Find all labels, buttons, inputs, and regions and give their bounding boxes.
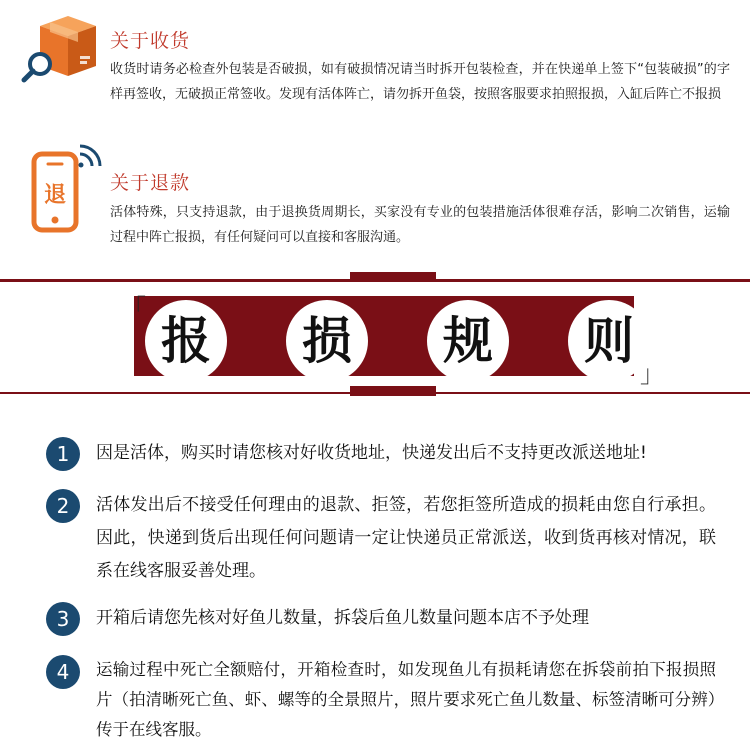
banner-char-4	[538, 290, 668, 390]
banner-char-text: 报	[161, 312, 211, 370]
banner-char-text: 则	[584, 312, 634, 370]
banner-char-text: 规	[443, 312, 493, 370]
rule-text: 开箱后请您先核对好鱼儿数量，拆袋后鱼儿数量问题本店不予处理	[96, 608, 589, 628]
rule-number-badge: 2	[46, 489, 80, 523]
phone-refund-icon	[28, 140, 102, 236]
rule-text: 因是活体，购买时请您核对好收货地址，快递发出后不支持更改派送地址!	[96, 443, 647, 463]
banner-char-3	[397, 290, 527, 390]
rule-number-badge: 3	[46, 602, 80, 636]
refund-title: 关于退款	[110, 172, 191, 194]
refund-icon-label: 退	[43, 183, 66, 208]
rule-text: 活体发出后不接受任何理由的退款、拒签，若您拒签所造成的损耗由您自行承担。因此，快递到货后出现任何问题请一定让快递员正常派送，收到货再核对情况，联系在线客服妥善处理。	[96, 495, 716, 581]
rule-number-badge: 1	[46, 437, 80, 471]
banner-open-bracket: 「	[122, 294, 146, 322]
package-search-icon	[20, 14, 100, 84]
banner-top-bar	[350, 272, 436, 282]
receipt-body: 收货时请务必检查外包装是否破损，如有破损情况请当时拆开包装检查，并在快递单上签下“包装破损”的字样再签收，无破损正常签收。发现有活体阵亡，请勿拆开鱼袋，按照客服要求拍照报损，入缸后阵亡不报损	[110, 62, 730, 102]
rule-text: 运输过程中死亡全额赔付，开箱检查时，如发现鱼儿有损耗请您在拆袋前拍下报损照片（拍清晰死亡鱼、虾、螺等的全景照片，照片要求死亡鱼儿数量、标签清晰可分辨）传于在线客服。	[96, 660, 716, 739]
receipt-section	[0, 0, 750, 140]
banner-char-text: 损	[302, 312, 352, 370]
banner-char-1	[115, 290, 245, 390]
receipt-title: 关于收货	[110, 30, 191, 52]
refund-section	[0, 140, 750, 260]
refund-body: 活体特殊，只支持退款，由于退换货周期长，买家没有专业的包装措施活体很难存活，影响二次销售，运输过程中阵亡报损，有任何疑问可以直接和客服沟通。	[110, 205, 730, 245]
rule-number-badge: 4	[46, 655, 80, 689]
banner-close-bracket: 」	[640, 360, 664, 388]
banner-char-2	[256, 290, 386, 390]
